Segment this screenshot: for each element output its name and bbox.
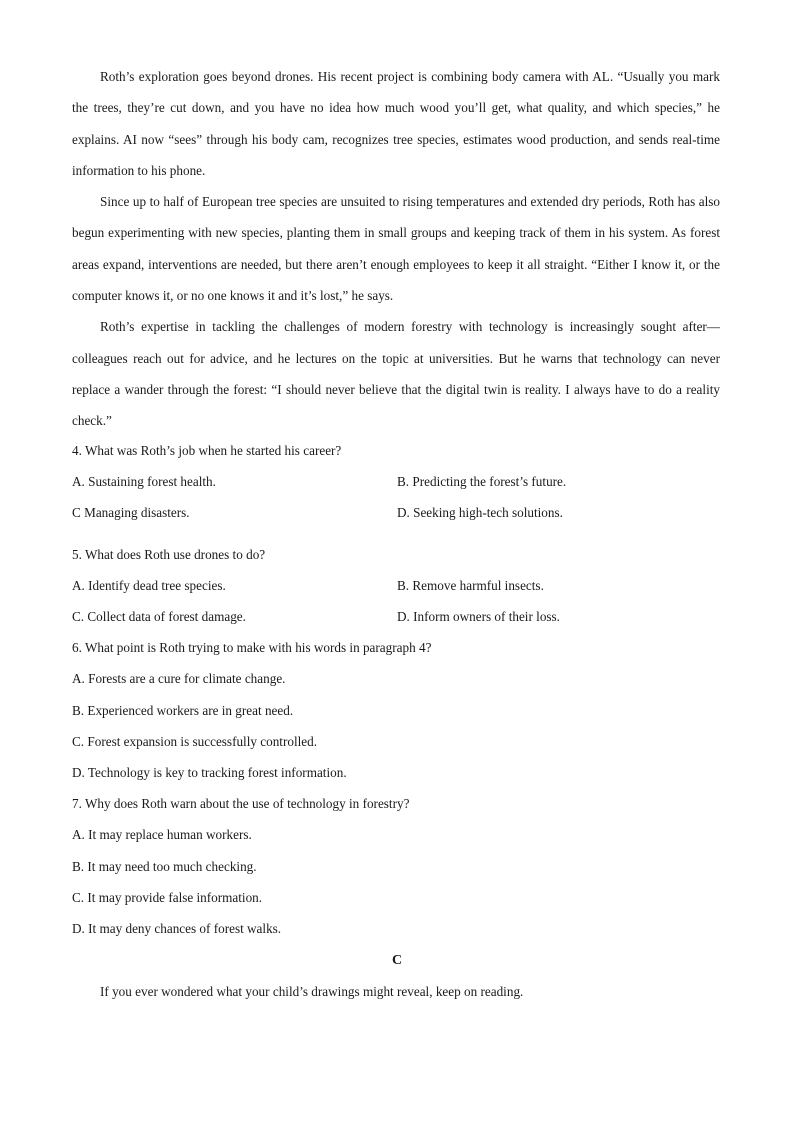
question-7-option-b: B. It may need too much checking. bbox=[72, 859, 257, 874]
passage-paragraph-3: Roth’s expertise in tackling the challenges of modern forestry with technology is increasingly sought after—colleagues reach out for advice, and he lectures on the topic at universities. But he warns that technology can never replace a wander through the forest: “I should never believe that the digital twin is reality. I always have to do a reality check.” bbox=[72, 319, 720, 429]
passage-text bbox=[72, 61, 720, 437]
question-5-option-a: A. Identify dead tree species. bbox=[72, 578, 226, 593]
question-7-option-a: A. It may replace human workers. bbox=[72, 827, 252, 842]
question-6-option-b: B. Experienced workers are in great need. bbox=[72, 703, 294, 718]
question-4-option-a: A. Sustaining forest health. bbox=[72, 474, 216, 489]
question-5-option-c: C. Collect data of forest damage. bbox=[72, 609, 246, 624]
question-7-option-d: D. It may deny chances of forest walks. bbox=[72, 921, 282, 936]
question-5-stem: 5. What does Roth use drones to do? bbox=[72, 547, 266, 562]
passage-paragraph-2: Since up to half of European tree species are unsuited to rising temperatures and extended dry periods, Roth has also begun experimenting with new species, planting them in small groups and keeping track of them in his system. As forest areas expand, interventions are needed, but there aren’t enough employees to keep it all straight. “Either I know it, or the computer knows it, or no one knows it and it’s lost,” he says. bbox=[72, 194, 720, 304]
question-4-option-c: C Managing disasters. bbox=[72, 505, 190, 520]
question-6-option-c: C. Forest expansion is successfully controlled. bbox=[72, 734, 318, 749]
section-c-intro: If you ever wondered what your child’s drawings might reveal, keep on reading. bbox=[100, 984, 524, 999]
question-4-option-d: D. Seeking high-tech solutions. bbox=[397, 505, 563, 520]
section-c-heading: C bbox=[391, 953, 403, 968]
question-7-stem: 7. Why does Roth warn about the use of technology in forestry? bbox=[72, 796, 410, 811]
question-6-stem: 6. What point is Roth trying to make with his words in paragraph 4? bbox=[72, 640, 432, 655]
question-4-option-b: B. Predicting the forest’s future. bbox=[397, 474, 567, 489]
question-7-option-c: C. It may provide false information. bbox=[72, 890, 263, 905]
question-5-option-d: D. Inform owners of their loss. bbox=[397, 609, 560, 624]
question-5-option-b: B. Remove harmful insects. bbox=[397, 578, 544, 593]
question-6-option-a: A. Forests are a cure for climate change. bbox=[72, 671, 286, 686]
question-6-option-d: D. Technology is key to tracking forest information. bbox=[72, 765, 347, 780]
question-4-stem: 4. What was Roth’s job when he started his career? bbox=[72, 443, 342, 458]
passage-paragraph-1: Roth’s exploration goes beyond drones. His recent project is combining body camera with AL. “Usually you mark the trees, they’re cut down, and you have no idea how much wood you’ll get, what quality, and which species,” he explains. AI now “sees” through his body cam, recognizes tree species, estimates wood production, and sends real-time information to his phone. bbox=[72, 69, 720, 178]
